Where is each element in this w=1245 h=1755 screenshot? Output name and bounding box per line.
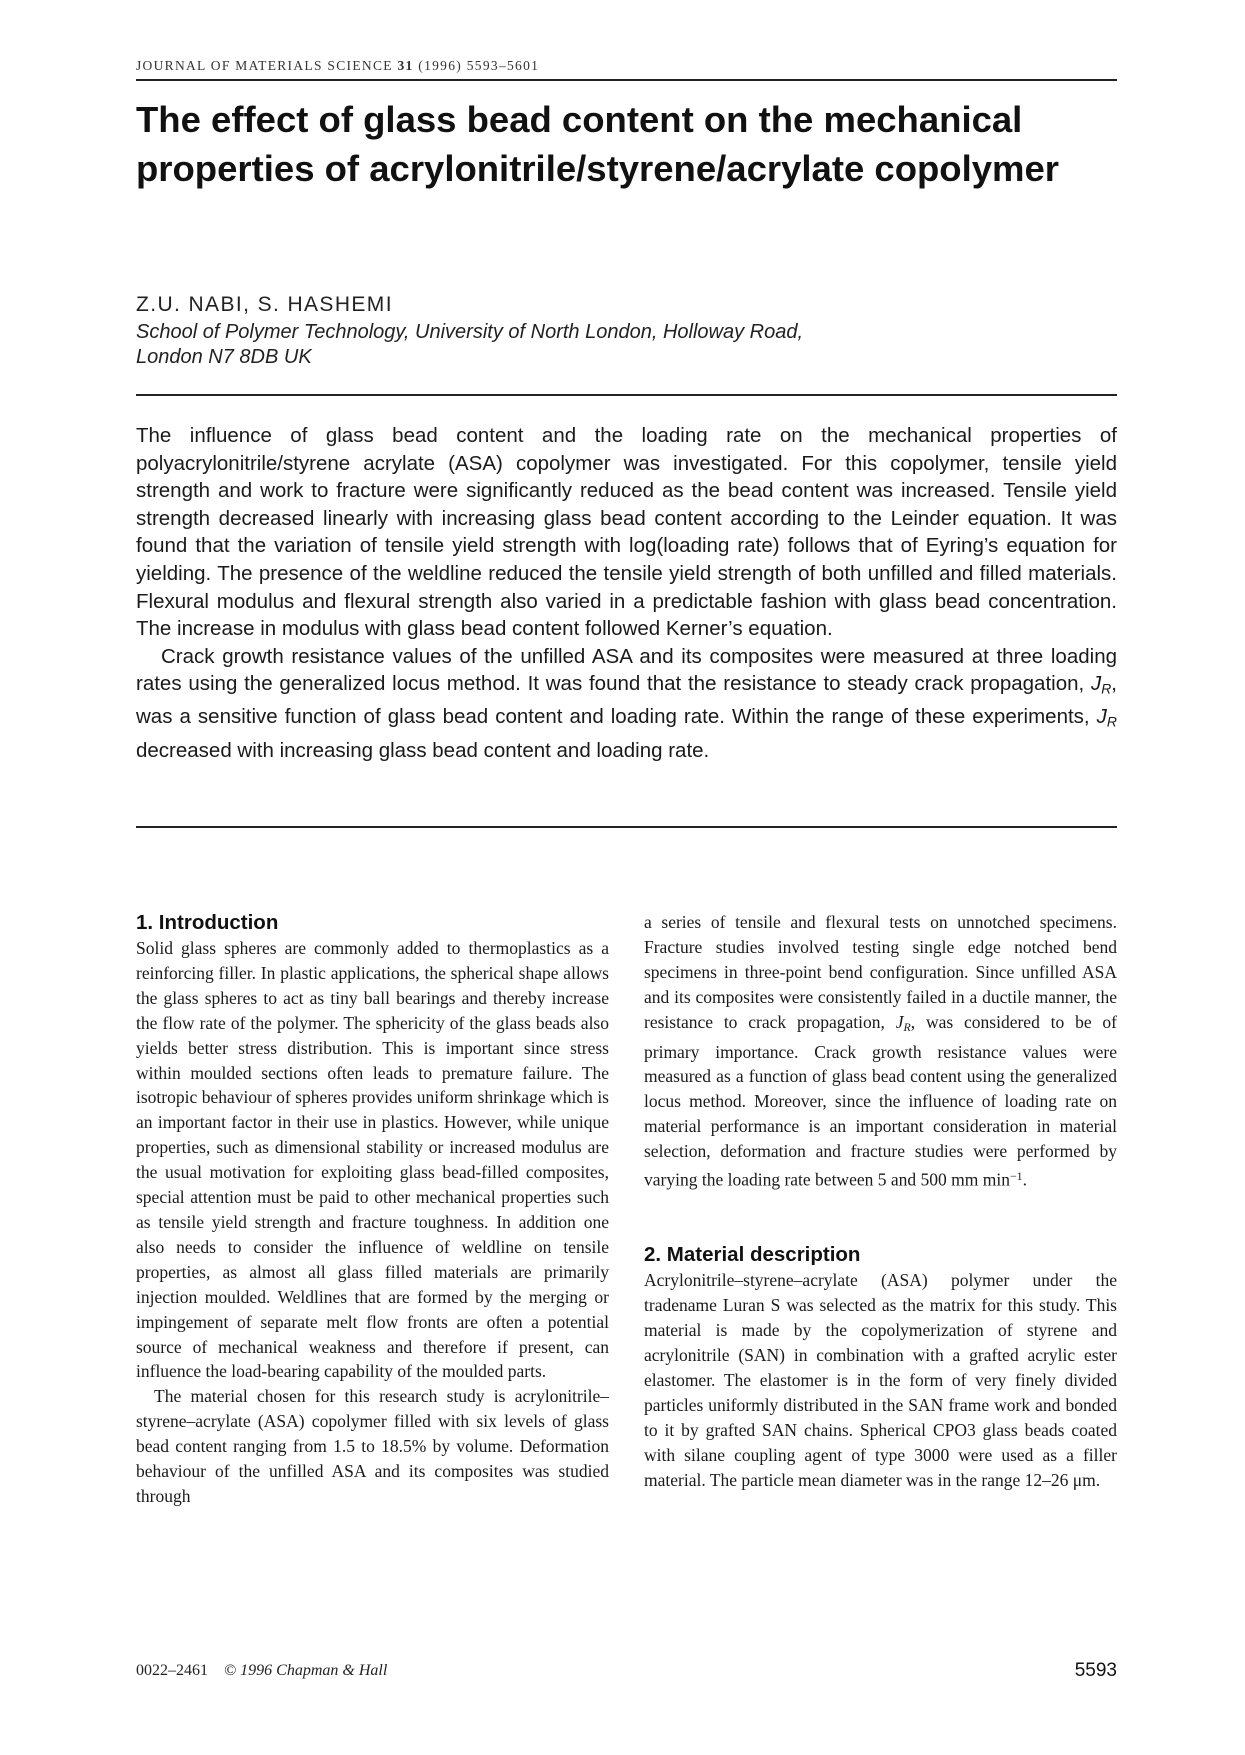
intro-paragraph-2: The material chosen for this research study is acrylonitrile–styrene–acrylate (ASA) copolymer filled with six levels of glass bead content ranging from 1.5 to 18.5% by volume. Deformation behaviour of the unfilled ASA and its composites was studied through <box>136 1386 609 1506</box>
authors: Z.U. NABI, S. HASHEMI <box>136 293 393 316</box>
running-head <box>136 58 1117 74</box>
page-number: 5593 <box>1074 1660 1117 1681</box>
jr-symbol: $J_R$ <box>1090 672 1112 697</box>
header-rule <box>136 79 1117 81</box>
affiliation-line-2: London N7 8DB UK <box>136 346 312 368</box>
section-heading-material-description: 2. Material description <box>644 1243 861 1267</box>
affiliation-line-1: School of Polymer Technology, University of North London, Holloway Road, <box>136 321 804 343</box>
abstract-paragraph-1: The influence of glass bead content and the loading rate on the mechanical properties of polyacrylonitrile/styrene acrylate (ASA) copolymer was investigated. For this copolymer, tensile yield strength and work to fracture were significantly reduced as the bead content was increased. Tensile yield strength decreased linearly with increasing glass bead content according to the Leinder equation. It was found that the variation of tensile yield strength with log(loading rate) follows that of Eyring’s equation for yielding. The presence of the weldline reduced the tensile yield strength of both unfilled and filled materials. Flexural modulus and flexural strength also varied in a predictable fashion with glass bead concentration. The increase in modulus with glass bead content followed Kerner’s equation. <box>136 424 1117 641</box>
abstract <box>136 422 1117 764</box>
journal-name: JOURNAL OF MATERIALS SCIENCE <box>136 58 393 73</box>
article-title: The effect of glass bead content on the mechanical properties of acrylonitrile/styrene/acrylate copolymer <box>136 99 1059 189</box>
footer-issn-copyright <box>136 1662 387 1680</box>
jr-symbol: $J_R$ <box>1096 705 1117 730</box>
right-column <box>644 910 1117 1492</box>
issn: 0022–2461 <box>136 1662 208 1679</box>
abstract-bottom-rule <box>136 826 1117 828</box>
left-column <box>136 910 609 1509</box>
journal-volume: 31 <box>397 58 414 73</box>
intro-paragraph-1: Solid glass spheres are commonly added to thermoplastics as a reinforcing filler. In plastic applications, the spherical shape allows the glass spheres to act as tiny ball bearings and thereby increase the flow rate of the polymer. The sphericity of the glass beads also yields better stress distribution. This is important since stress within moulded sections often leads to premature failure. The isotropic behaviour of spheres provides uniform shrinkage which is an important factor in their use in plastics. However, while unique properties, such as dimensional stability or increased modulus are the usual motivation for exploiting glass bead-filled composites, special attention must be paid to other mechanical properties such as tensile yield strength and fracture toughness. In addition one also needs to consider the influence of weldline on tensile properties, as almost all glass filled materials are primarily injection moulded. Weldlines that are formed by the merging or impingement of separate melt flow fronts are often a potential source of mechanical weakness and therefore if present, can influence the load-bearing capability of the moulded parts. <box>136 938 609 1382</box>
jr-symbol: $J_R$ <box>895 1011 911 1034</box>
abstract-paragraph-2: Crack growth resistance values of the unfilled ASA and its composites were measured at three loading rates using the generalized locus method. It was found that the resistance to steady crack propagation, $J_R$, was a sensitive function of glass bead content and loading rate. Within the range of these experiments, $J_R$ decreased with increasing glass bead content and loading rate. <box>136 644 1117 762</box>
affiliation <box>136 320 1126 370</box>
copyright: © 1996 Chapman & Hall <box>224 1662 388 1679</box>
section-heading-introduction: 1. Introduction <box>136 911 279 934</box>
intro-paragraph-3: a series of tensile and flexural tests on unnotched specimens. Fracture studies involved testing single edge notched bend specimens in three-point bend configuration. Since unfilled ASA and its composites were consistently failed in a ductile manner, the resistance to crack propagation, $J_R$, was considered to be of primary importance. Crack growth resistance values were measured as a function of glass bead content using the generalized locus method. Moreover, since the influence of loading rate on material performance is an important consideration in material selection, deformation and fracture studies were performed by varying the loading rate between 5 and 500 mm $\min^{-1}$. <box>644 912 1117 1190</box>
abstract-top-rule <box>136 394 1117 396</box>
journal-year-pages: (1996) 5593–5601 <box>418 58 540 73</box>
material-paragraph-1: Acrylonitrile–styrene–acrylate (ASA) polymer under the tradename Luran S was selected as the matrix for this study. This material is made by the copolymerization of styrene and acrylonitrile (SAN) in combination with a grafted acrylic ester elastomer. The elastomer is in the form of very finely divided particles uniformly distributed in the SAN frame work and bonded to it by grafted SAN chains. Spherical CPO3 glass beads coated with silane coupling agent of type 3000 were used as a filler material. The particle mean diameter was in the range 12–26 μm. <box>644 1270 1117 1490</box>
